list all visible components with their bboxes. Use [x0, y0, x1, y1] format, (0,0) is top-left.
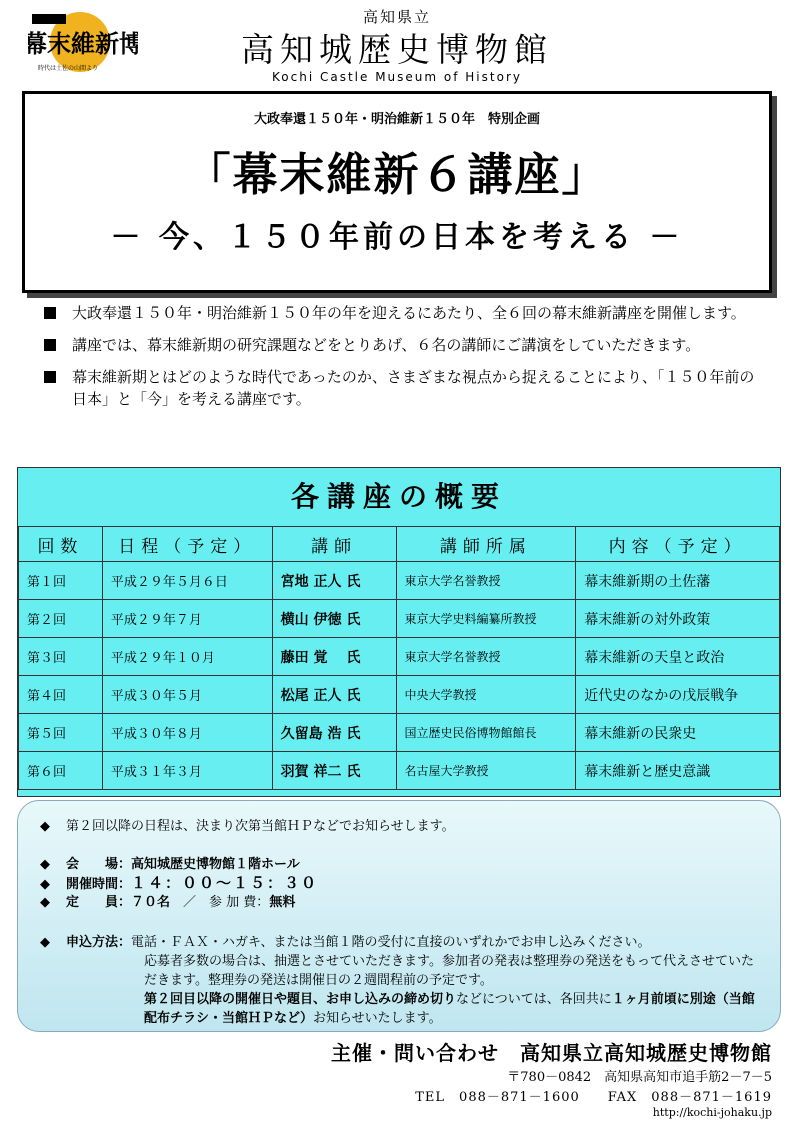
col-header: 講師所属 [396, 527, 576, 562]
apply-label: 申込方法： [66, 935, 132, 950]
address: 〒780－0842 高知県高知市追手筋2－7－5 [507, 1070, 772, 1085]
organizer: 主催・問い合わせ 高知県立高知城歴史博物館 [331, 1041, 772, 1065]
cell-lecturer: 羽賀 祥二 氏 [272, 752, 396, 790]
cell-number: 第３回 [19, 638, 103, 676]
square-bullet-icon [44, 339, 56, 351]
apply-detail [40, 952, 760, 1028]
diamond-icon: ◆ [40, 895, 50, 910]
venue-line [40, 855, 300, 874]
cell-date: 平成２９年７月 [102, 600, 272, 638]
cell-date: 平成３１年３月 [102, 752, 272, 790]
cell-lecturer: 宮地 正人 氏 [272, 562, 396, 600]
cell-affiliation: 東京大学名誉教授 [396, 562, 576, 600]
sub-title: － 今、１５０年前の日本を考える － [110, 220, 684, 255]
venue-label: 会 場： [66, 857, 132, 872]
note-text: 第２回以降の日程は、決まり次第当館ＨＰなどでお知らせします。 [66, 819, 455, 834]
capacity-value: ７０名 [131, 895, 171, 910]
bullet-text: 講座では、幕末維新期の研究課題などをとりあげ、６名の講師にご講演をしていただきます。 [72, 336, 701, 354]
col-header: 回数 [19, 527, 103, 562]
intro-bullets [40, 302, 760, 420]
apply-end: お知らせいたします。 [313, 1011, 442, 1026]
cell-topic: 幕末維新の天皇と政治 [576, 638, 780, 676]
cell-affiliation: 中央大学教授 [396, 676, 576, 714]
apply-bold-2: １ヶ月前頃に別途（当館配布チラシ・当館ＨＰなど） [144, 992, 755, 1026]
cell-date: 平成３０年８月 [102, 714, 272, 752]
cell-topic: 幕末維新の対外政策 [576, 600, 780, 638]
logo-text: 幕末維新博 [28, 29, 138, 58]
info-box [17, 800, 781, 1032]
diamond-icon: ◆ [40, 935, 50, 950]
cell-affiliation: 名古屋大学教授 [396, 752, 576, 790]
square-bullet-icon [44, 371, 56, 383]
cell-lecturer: 久留島 浩 氏 [272, 714, 396, 752]
time-value: １４：００～１５：３０ [131, 874, 319, 892]
cell-number: 第１回 [19, 562, 103, 600]
apply-text-1: 電話・ＦＡＸ・ハガキ、または当館１階の受付に直接のいずれかでお申し込みください。 [131, 935, 651, 950]
diamond-icon: ◆ [40, 819, 50, 834]
title-top-line: 大政奉還１５０年・明治維新１５０年 特別企画 [253, 112, 540, 127]
table-header-row [19, 527, 780, 562]
col-header: 講師 [272, 527, 396, 562]
venue-value: 高知城歴史博物館１階ホール [131, 857, 300, 872]
bullet-text: 幕末維新期とはどのような時代であったのか、さまざまな視点から捉えることにより、「１５０年前の日本」と「今」を考える講座です。 [72, 368, 755, 408]
diamond-icon: ◆ [40, 857, 50, 872]
cell-date: 平成２９年５月６日 [102, 562, 272, 600]
museum-name-en: Kochi Castle Museum of History [272, 70, 522, 84]
apply-section [40, 933, 760, 1028]
logo-sub: 時代は土佐の山間より [37, 65, 99, 72]
table-heading: 各講座の概要 [18, 468, 780, 527]
cell-topic: 幕末維新の民衆史 [576, 714, 780, 752]
lecture-table [18, 526, 780, 790]
prefecture-label: 高知県立 [362, 8, 431, 26]
table-row [19, 600, 780, 638]
cell-date: 平成３０年５月 [102, 676, 272, 714]
col-header: 内容（予定） [576, 527, 780, 562]
capacity-label: 定 員： [66, 895, 132, 910]
bullet-item [40, 366, 760, 410]
table-row [19, 752, 780, 790]
website-link[interactable]: http://kochi-johaku.jp [652, 1106, 772, 1119]
cell-lecturer: 横山 伊徳 氏 [272, 600, 396, 638]
title-box [22, 91, 772, 293]
bullet-item [40, 334, 760, 356]
apply-bold-1: 第２回目以降の開催日や題目、お申し込みの締め切り [144, 992, 457, 1007]
time-line [40, 874, 318, 894]
cell-number: 第２回 [19, 600, 103, 638]
cell-lecturer: 松尾 正人 氏 [272, 676, 396, 714]
cell-number: 第６回 [19, 752, 103, 790]
museum-name: 高知城歴史博物館 [241, 30, 553, 69]
time-label: 開催時間： [66, 877, 132, 892]
cell-topic: 幕末維新期の土佐藩 [576, 562, 780, 600]
apply-text-2: 応募者多数の場合は、抽選とさせていただきます。参加者の発表は整理券の発送をもって代えさせていただきます。整理券の発送は開催日の２週間程前の予定です。 [144, 954, 754, 988]
fee-value: 無料 [269, 895, 296, 910]
diamond-icon: ◆ [40, 877, 50, 892]
cell-lecturer: 藤田 覚 氏 [272, 638, 396, 676]
cell-number: 第４回 [19, 676, 103, 714]
col-header: 日程（予定） [102, 527, 272, 562]
table-row [19, 714, 780, 752]
cell-topic: 近代史のなかの戊辰戦争 [576, 676, 780, 714]
cell-affiliation: 東京大学史料編纂所教授 [396, 600, 576, 638]
capacity-line [40, 893, 295, 912]
schedule-note [40, 817, 455, 836]
tel-fax: TEL 088－871－1600 FAX 088－871－1619 [415, 1090, 772, 1105]
fee-label: ／ 参 加 費： [183, 895, 270, 910]
square-bullet-icon [44, 307, 56, 319]
main-title: 「幕末維新６講座」 [185, 148, 609, 201]
bullet-item [40, 302, 760, 324]
table-row [19, 638, 780, 676]
lecture-table-panel [17, 467, 781, 797]
cell-number: 第５回 [19, 714, 103, 752]
table-row [19, 676, 780, 714]
bullet-text: 大政奉還１５０年・明治維新１５０年の年を迎えるにあたり、全６回の幕末維新講座を開催します。 [72, 304, 746, 322]
apply-mid: などについては、各回共に [456, 992, 612, 1007]
cell-affiliation: 国立歴史民俗博物館館長 [396, 714, 576, 752]
cell-topic: 幕末維新と歴史意識 [576, 752, 780, 790]
apply-line [40, 933, 760, 952]
cell-affiliation: 東京大学名誉教授 [396, 638, 576, 676]
cell-date: 平成２９年１０月 [102, 638, 272, 676]
table-row [19, 562, 780, 600]
